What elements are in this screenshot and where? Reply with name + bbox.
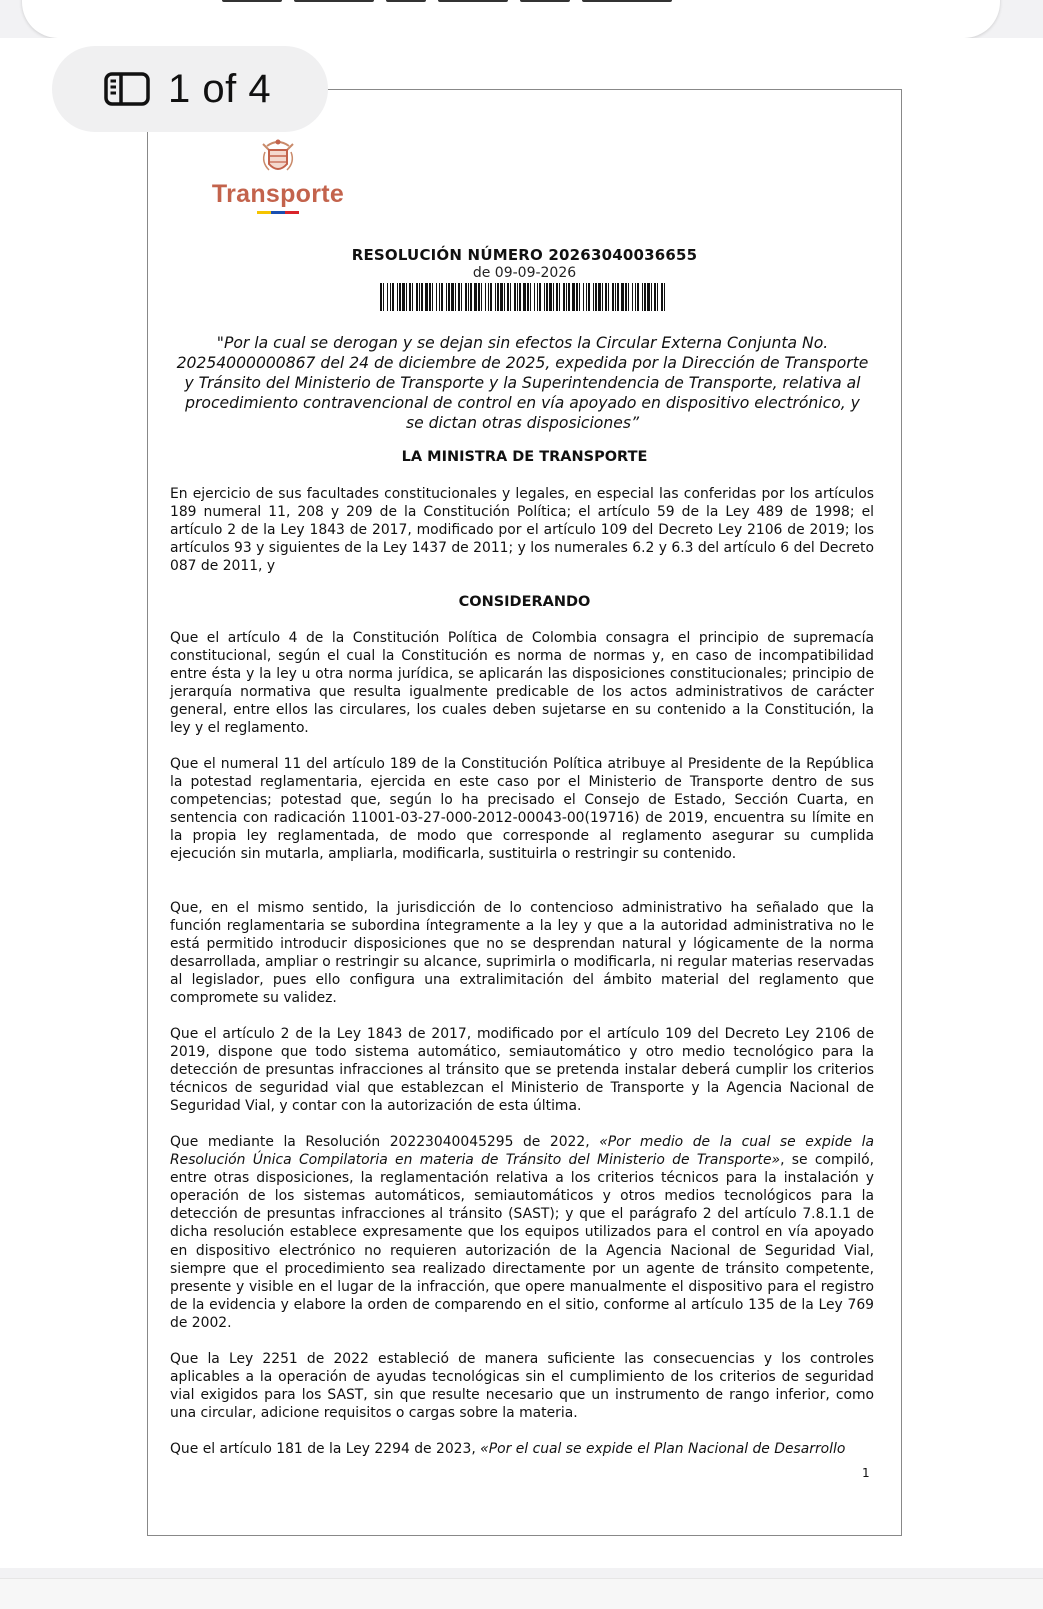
paragraph-6: Que la Ley 2251 de 2022 estableció de manera suficiente las consecuencias y los controles aplicables a la operación de ayudas tecnológicas sin el cumplimiento de los criterios de seguridad vial exigidos para los SAST, sin que resulte necesario que un instrumento de rango inferior, como una circular, adicione requisitos o cargas sobre la materia. — [170, 1351, 874, 1422]
paragraph-7-quoted-title: «Por el cual se expide el Plan Nacional de Desarrollo — [480, 1441, 846, 1457]
paragraph-5-quoted-title: «Por medio de la cual se expide la Resolución Única Compilatoria en materia de Tránsito del Ministerio de Transporte» — [170, 1134, 874, 1169]
paragraph-1: Que el artículo 4 de la Constitución Política de Colombia consagra el principio de supremacía constitucional, según el cual la Constitución es norma de normas y, en caso de incompatibilidad entre ésta y la ley u otra norma jurídica, se aplicarán las disposiciones constitucionales; principio de jerarquía normativa que resulta igualmente predicable de los actos administrativos de carácter general, entre ellos las circulares, los cuales deben sujetarse en su contenido a la Constitución, la ley y el reglamento. — [170, 630, 874, 737]
resolution-title: RESOLUCIÓN NÚMERO 20263040036655 — [351, 246, 698, 264]
issuing-authority: LA MINISTRA DE TRANSPORTE — [401, 449, 648, 465]
paragraph-7 — [170, 1440, 874, 1458]
resolution-date: de 09-09-2026 — [472, 265, 577, 281]
next-page-preview — [0, 1578, 1043, 1609]
barcode — [380, 283, 665, 311]
previous-page-text-fragment — [222, 0, 742, 2]
paragraph-4: Que el artículo 2 de la Ley 1843 de 2017, modificado por el artículo 109 del Decreto Ley 2106 de 2019, dispone que todo sistema automático, semiautomático y otro medio tecnológico para la detección de presuntas infracciones al tránsito que se pretenda instalar deberá cumplir los criterios técnicos de seguridad vial que establezcan el Ministerio de Transporte y la Agencia Nacional de Seguridad Vial, y contar con la autorización de esta última. — [170, 1026, 874, 1115]
page-counter-label: 1 of 4 — [168, 66, 272, 111]
paragraph-5-text-start: Que mediante la Resolución 20223040045295 de 2022, — [170, 1134, 600, 1150]
brand-name: Transporte — [211, 180, 345, 208]
preamble-paragraph: En ejercicio de sus facultades constitucionales y legales, en especial las conferidas por los artículos 189 numeral 11, 208 y 209 de la Constitución Política; el artículo 59 de la Ley 489 de 1998; el artículo 2 de la Ley 1843 de 2017, modificado por el artículo 109 del Decreto Ley 2106 de 2019; los artículos 93 y siguientes de la Ley 1437 de 2011; y los numerales 6.2 y 6.3 del artículo 6 del Decreto 087 de 2011, y — [170, 486, 874, 575]
paragraph-3: Que, en el mismo sentido, la jurisdicción de lo contencioso administrativo ha señalado que la función reglamentaria se subordina íntegramente a la ley y que a la autoridad administrativa no le está permitido introducir disposiciones que no se desprendan natural y lógicamente de la norma desarrollada, ampliar o restringir su alcance, suprimirla o modificarla, ni regular materias reservadas al legislador, pues ello configura una extralimitación del ámbito material del reglamento que compromete su validez. — [170, 900, 874, 1007]
considerando-heading: CONSIDERANDO — [458, 594, 591, 610]
transporte-logo — [208, 136, 348, 214]
previous-page-preview — [22, 0, 1000, 38]
page-number: 1 — [862, 1466, 870, 1480]
coat-of-arms-icon — [255, 136, 301, 182]
paragraph-2: Que el numeral 11 del artículo 189 de la Constitución Política atribuye al Presidente de la República la potestad reglamentaria, ejercida en este caso por el Ministerio de Transporte dentro de sus competencias; potestad que, según lo ha precisado el Consejo de Estado, Sección Cuarta, en sentencia con radicación 11001-03-27-000-2012-00043-00(19716) de 2019, encuentra su límite en la propia ley reglamentada, de modo que corresponde al reglamento asegurar su cumplida ejecución sin mutarla, ampliarla, modificarla, sustituirla o restringir su contenido. — [170, 756, 874, 863]
page-counter[interactable] — [52, 46, 328, 132]
flag-bar — [208, 211, 348, 214]
paragraph-7-text-start: Que el artículo 181 de la Ley 2294 de 2023, — [170, 1441, 481, 1457]
resolution-subject: "Por la cual se derogan y se dejan sin efectos la Circular Externa Conjunta No. 20254000000867 del 24 de diciembre de 2025, expedida por la Dirección de Transporte y Tránsito del Ministerio de Transporte y la Superintendencia de Transporte, relativa al procedimiento contravencional de control en vía apoyado en dispositivo electrónico, y se dictan otras disposiciones” — [176, 334, 869, 432]
page-list-icon — [104, 72, 150, 106]
paragraph-5 — [170, 1133, 874, 1332]
paragraph-5-text-end: , se compiló, entre otras disposiciones, la reglamentación relativa a los criterios técnicos para la instalación y operación de los sistemas automáticos, semiautomáticos y otros medios tecnológicos para la detección de presuntas infracciones al tránsito (SAST); y que el parágrafo 2 del artículo 7.8.1.1 de dicha resolución establece expresamente que los equipos utilizados para el control en vía apoyado en dispositivo electrónico no requieren autorización de la Agencia Nacional de Seguridad Vial, siempre que el procedimiento sea realizado directamente por un agente de tránsito competente, presente y visible en el lugar de la infracción, que opere manualmente el dispositivo para el registro de la evidencia y elabore la orden de comparendo en el sitio, conforme al artículo 135 de la Ley 769 de 2002. — [170, 1152, 874, 1331]
